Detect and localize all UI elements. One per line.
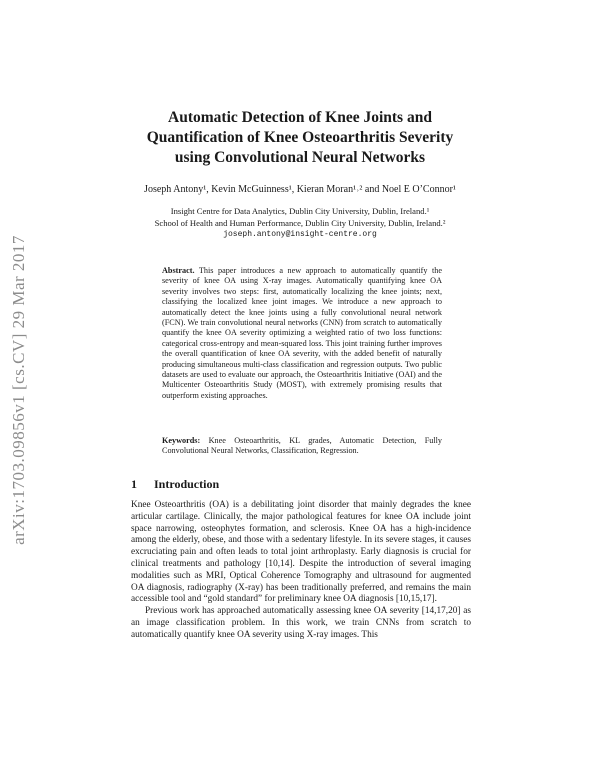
paragraph: Knee Osteoarthritis (OA) is a debilitating joint disorder that mainly degrades the knee articular cartilage. Clinically, the major pathological features for knee OA include joint space narrowing, osteophytes formation, and sclerosis. Knee OA has a high-incidence among the elderly, obese, and those with a sedentary lifestyle. In its severe stages, it causes excruciating pain and often leads to total joint arthroplasty. Early diagnosis is crucial for clinical treatments and pathology [10,14]. Despite the introduction of several imaging modalities such as MRI, Optical Coherence Tomography and ultrasound for augmented OA diagnosis, radiography (X-ray) has been traditionally preferred, and remains the main accessible tool and “gold standard” for preliminary knee OA diagnosis [10,15,17]. [131,500,471,605]
section-title: Introduction [154,477,220,491]
paragraph: Previous work has approached automatically assessing knee OA severity [14,17,20] as an image classification problem. In this work, we train CNNs from scratch to automatically quantify knee OA severity using X-ray images. This [131,606,471,640]
author-list: Joseph Antony¹, Kevin McGuinness¹, Kieran Moran¹˒² and Noel E O’Connor¹ [144,184,456,195]
affiliations [100,206,500,241]
abstract [162,266,442,401]
title-line: using Convolutional Neural Networks [174,149,426,166]
keywords [162,436,442,457]
section-heading [131,477,219,492]
abstract-label: Abstract. [162,266,195,275]
arxiv-stamp-text: arXiv:1703.09856v1 [cs.CV] 29 Mar 2017 [9,235,29,545]
keywords-label: Keywords: [162,436,201,445]
author-email[interactable]: joseph.antony@insight-centre.org [223,230,377,239]
affiliation-line: Insight Centre for Data Analytics, Dublin City University, Dublin, Ireland.¹ [170,206,430,216]
arxiv-stamp [4,190,34,590]
title-line: Quantification of Knee Osteoarthritis Severity [146,129,454,146]
affiliation-line: School of Health and Human Performance, Dublin City University, Dublin, Ireland.² [154,217,446,228]
section-number: 1 [131,477,137,491]
section-body [131,500,471,642]
title-line: Automatic Detection of Knee Joints and [168,109,432,126]
paper-title [120,108,480,168]
keywords-text: Knee Osteoarthritis, KL grades, Automatic Detection, Fully Convolutional Neural Networks, Classification, Regression. [162,436,443,456]
abstract-text: This paper introduces a new approach to automatically quantify the severity of knee OA using X-ray images. Automatically quantifying knee OA severity involves two steps: first, automatically localizing the knee joints; next, classifying the localized knee joint images. We introduce a new approach to automatically detect the knee joints using a fully convolutional neural network (FCN). We train convolutional neural networks (CNN) from scratch to automatically quantify the knee OA severity optimizing a weighted ratio of two loss functions: categorical cross-entropy and mean-squared loss. This joint training further improves the overall quantification of knee OA severity, with the added benefit of naturally producing simultaneous multi-class classification and regression outputs. Two public datasets are used to evaluate our approach, the Osteoarthritis Initiative (OAI) and the Multicenter Osteoarthritis Study (MOST), with extremely promising results that outperform existing approaches. [162,266,442,400]
